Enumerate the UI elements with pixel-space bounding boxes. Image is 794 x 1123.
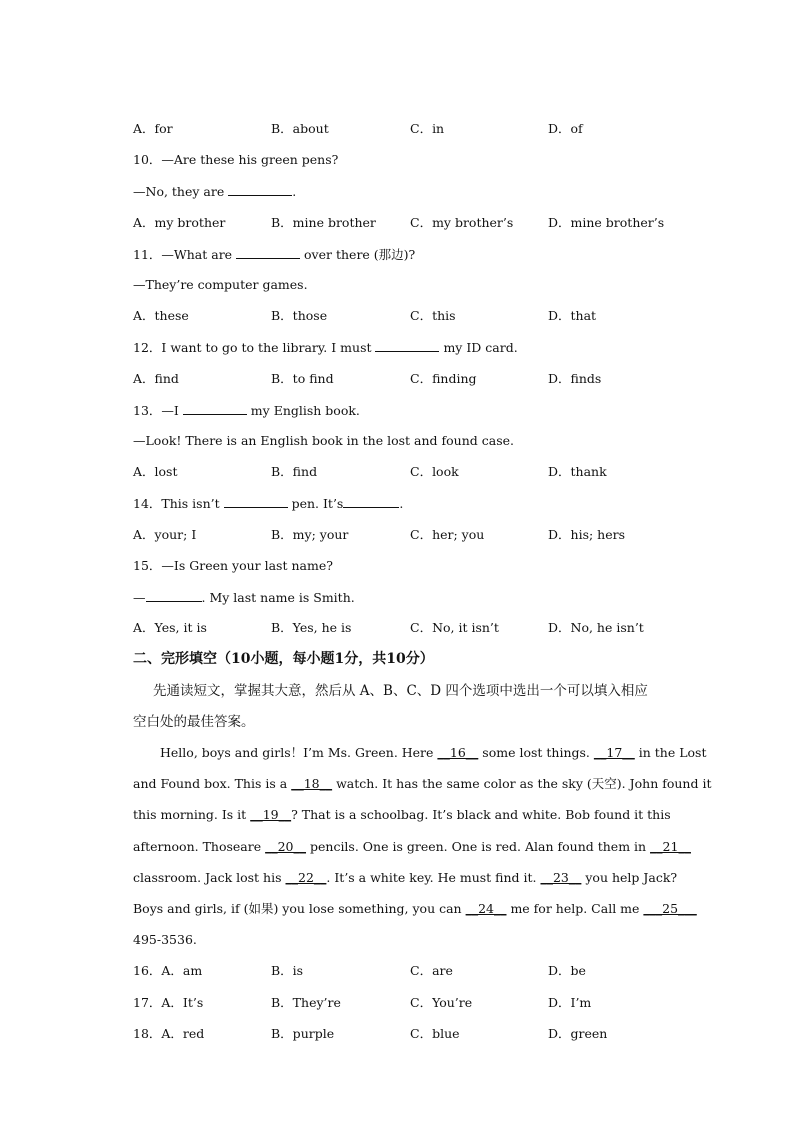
q12-answer-blank bbox=[375, 339, 439, 352]
q12-stem bbox=[133, 339, 518, 356]
q9-option-b: B．about bbox=[271, 121, 329, 136]
q16-option-b: B．is bbox=[271, 963, 304, 978]
q17-option-b: B．They’re bbox=[271, 995, 341, 1010]
q15-option-c: C．No, it isn’t bbox=[410, 620, 499, 635]
q9-option-d: D．of bbox=[548, 121, 583, 136]
passage-text: some lost things. bbox=[478, 745, 594, 760]
section-heading: 二、完形填空（10小题，每小题1分，共10分） bbox=[133, 651, 434, 667]
passage-line-1 bbox=[160, 745, 707, 761]
q16-option-a: 16．A．am bbox=[133, 963, 203, 978]
q14-option-a: A．your; I bbox=[133, 527, 197, 542]
q11-stem bbox=[133, 246, 415, 263]
passage-line-4 bbox=[133, 839, 691, 855]
q9-option-c: C．in bbox=[410, 121, 445, 136]
passage-line-5 bbox=[133, 870, 678, 886]
q10-options bbox=[133, 215, 693, 231]
q14-stem bbox=[133, 495, 403, 512]
blank-23: __23__ bbox=[540, 870, 582, 885]
q13-option-b: B．find bbox=[271, 464, 318, 479]
blank-20: __20__ bbox=[265, 839, 307, 854]
q17-option-a: 17．A．It’s bbox=[133, 995, 204, 1010]
q12-option-a: A．find bbox=[133, 371, 179, 386]
q15-reply-end: . My last name is Smith. bbox=[201, 590, 355, 605]
passage-text: Hello, boys and girls！I’m Ms. Green. Here bbox=[160, 745, 438, 760]
q13-options bbox=[133, 464, 693, 480]
q11-option-a: A．these bbox=[133, 308, 189, 323]
q15-option-a: A．Yes, it is bbox=[133, 620, 207, 635]
q14-stem-end: . bbox=[399, 496, 404, 511]
blank-16: __16__ bbox=[437, 745, 479, 760]
q10-option-d: D．mine brother’s bbox=[548, 215, 665, 230]
q13-reply: —Look! There is an English book in the lost and found case. bbox=[133, 433, 514, 448]
blank-18: __18__ bbox=[291, 776, 333, 791]
blank-19: __19__ bbox=[250, 807, 292, 822]
q11-stem-start: 11．—What are bbox=[133, 247, 237, 262]
q12-option-d: D．finds bbox=[548, 371, 602, 386]
passage-text: and Found box. This is a bbox=[133, 776, 292, 791]
q14-options bbox=[133, 527, 693, 543]
q12-option-b: B．to find bbox=[271, 371, 334, 386]
q18-option-c: C．blue bbox=[410, 1026, 460, 1041]
q11-answer-blank bbox=[236, 246, 300, 259]
q9-option-a: A．for bbox=[133, 121, 173, 136]
q14-answer-blank-2 bbox=[343, 495, 399, 508]
passage-text: afternoon. Thoseare bbox=[133, 839, 266, 854]
q13-option-c: C．look bbox=[410, 464, 459, 479]
passage-line-3 bbox=[133, 807, 671, 823]
q12-options bbox=[133, 371, 693, 387]
passage-line-6 bbox=[133, 901, 697, 917]
q17-option-c: C．You’re bbox=[410, 995, 473, 1010]
q10-option-a: A．my brother bbox=[133, 215, 226, 230]
q13-option-d: D．thank bbox=[548, 464, 607, 479]
q14-stem-middle: pen. It’s bbox=[287, 496, 344, 511]
q13-answer-blank bbox=[183, 402, 247, 415]
q11-option-b: B．those bbox=[271, 308, 328, 323]
passage-text: classroom. Jack lost his bbox=[133, 870, 286, 885]
passage-text: me for help. Call me bbox=[506, 901, 644, 916]
passage-text: Boys and girls, if (如果) you lose something, you can bbox=[133, 901, 466, 916]
q17-options bbox=[133, 995, 693, 1011]
q11-stem-end: over there (那边)? bbox=[300, 247, 416, 262]
q10-option-c: C．my brother’s bbox=[410, 215, 514, 230]
section-instruction-line-2: 空白处的最佳答案。 bbox=[133, 714, 255, 730]
q11-option-d: D．that bbox=[548, 308, 597, 323]
q11-option-c: C．this bbox=[410, 308, 456, 323]
q10-reply-end: . bbox=[292, 184, 297, 199]
q10-option-b: B．mine brother bbox=[271, 215, 376, 230]
q17-option-d: D．I’m bbox=[548, 995, 592, 1010]
blank-17: __17__ bbox=[593, 745, 635, 760]
q15-option-b: B．Yes, he is bbox=[271, 620, 352, 635]
q13-stem-start: 13．—I bbox=[133, 403, 183, 418]
q11-options bbox=[133, 308, 693, 324]
q16-option-c: C．are bbox=[410, 963, 453, 978]
q15-stem: 15．—Is Green your last name? bbox=[133, 558, 333, 573]
q15-answer-blank bbox=[146, 589, 202, 602]
q15-options bbox=[133, 620, 693, 636]
q14-option-d: D．his; hers bbox=[548, 527, 626, 542]
q18-option-b: B．purple bbox=[271, 1026, 335, 1041]
q13-stem-end: my English book. bbox=[246, 403, 360, 418]
blank-21: __21__ bbox=[650, 839, 691, 854]
q13-stem bbox=[133, 402, 360, 419]
q10-answer-blank bbox=[228, 183, 292, 196]
passage-text: this morning. Is it bbox=[133, 807, 251, 822]
q18-options bbox=[133, 1026, 693, 1042]
q15-reply-start: — bbox=[133, 590, 146, 605]
passage-text: watch. It has the same color as the sky (天空). John found it bbox=[332, 776, 712, 791]
passage-line-2 bbox=[133, 776, 712, 792]
q14-stem-start: 14．This isn’t bbox=[133, 496, 224, 511]
q14-option-b: B．my; your bbox=[271, 527, 349, 542]
q15-reply bbox=[133, 589, 355, 606]
q16-option-d: D．be bbox=[548, 963, 586, 978]
passage-text: in the Lost bbox=[634, 745, 707, 760]
passage-text: . It’s a white key. He must find it. bbox=[326, 870, 541, 885]
q12-stem-end: my ID card. bbox=[439, 340, 518, 355]
passage-text: you help Jack? bbox=[581, 870, 678, 885]
passage-text: pencils. One is green. One is red. Alan found them in bbox=[306, 839, 651, 854]
q10-reply bbox=[133, 183, 296, 200]
blank-22: __22__ bbox=[285, 870, 327, 885]
q14-option-c: C．her; you bbox=[410, 527, 485, 542]
q16-options bbox=[133, 963, 693, 979]
section-instruction-line-1: 先通读短文，掌握其大意，然后从 A、B、C、D 四个选项中选出一个可以填入相应 bbox=[153, 683, 648, 699]
q12-stem-start: 12．I want to go to the library. I must bbox=[133, 340, 376, 355]
q9-options bbox=[133, 121, 693, 137]
q11-reply: —They’re computer games. bbox=[133, 277, 308, 292]
blank-24: __24__ bbox=[465, 901, 507, 916]
q10-reply-text: —No, they are bbox=[133, 184, 229, 199]
q12-option-c: C．finding bbox=[410, 371, 477, 386]
passage-line-7: 495-3536. bbox=[133, 932, 197, 947]
q18-option-a: 18．A．red bbox=[133, 1026, 205, 1041]
q13-option-a: A．lost bbox=[133, 464, 178, 479]
q18-option-d: D．green bbox=[548, 1026, 608, 1041]
q10-stem: 10．—Are these his green pens? bbox=[133, 152, 339, 167]
q14-answer-blank-1 bbox=[224, 495, 288, 508]
blank-25: ___25___ bbox=[643, 901, 697, 916]
passage-text: ? That is a schoolbag. It’s black and white. Bob found it this bbox=[291, 807, 671, 822]
q15-option-d: D．No, he isn’t bbox=[548, 620, 644, 635]
